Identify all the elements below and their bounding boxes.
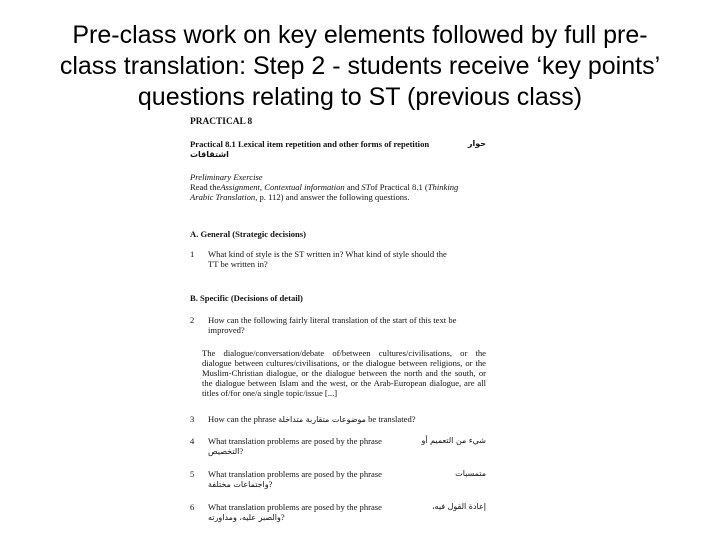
- question-5-arabic-2: واجتماعات مختلفة: [208, 480, 269, 489]
- preliminary-title: Preliminary Exercise: [190, 172, 263, 182]
- question-6-text: What translation problems are posed by the phrase: [208, 502, 382, 512]
- question-4-text: What translation problems are posed by the phrase: [208, 436, 382, 446]
- preliminary-line-1: [190, 182, 486, 192]
- question-4: [190, 436, 486, 458]
- question-1-line-2: TT be written in?: [208, 259, 268, 269]
- slide-title-line-1: Pre-class work on key elements followed by full pre-: [72, 21, 648, 49]
- question-2: [190, 315, 486, 337]
- prelim-text-assignment: Assignment, Contextual information: [220, 182, 345, 192]
- practical-heading: PRACTICAL 8: [190, 117, 253, 127]
- preliminary-exercise: [190, 172, 486, 202]
- practical-subheading: [190, 139, 486, 160]
- question-3-arabic: موضوعات متقاربة متداخلة: [278, 415, 366, 424]
- section-a-heading: A. General (Strategic decisions): [190, 229, 306, 239]
- question-6-arabic-2: والصبر عليه، ومداورته: [208, 513, 281, 522]
- slide-title-line-3: questions relating to ST (previous class): [137, 83, 583, 111]
- question-2-number: 2: [190, 315, 195, 325]
- question-1: [190, 249, 486, 271]
- prelim-text-arabic-translation: Arabic Translation: [190, 192, 256, 202]
- question-1-line-1: What kind of style is the ST written in? What kind of style should the: [208, 249, 447, 259]
- question-4-arabic-1: شيء من التعميم أو: [421, 436, 486, 445]
- question-3-text: How can the phrase: [208, 414, 277, 424]
- question-1-number: 1: [190, 249, 195, 259]
- subheading-label: Practical 8.1 Lexical item repetition and other forms of repetition: [190, 139, 430, 149]
- literal-translation-quote: The dialogue/conversation/debate of/between cultures/civilisations, or the dialogue between cultures/civilisations, or the dialogue between religions, or the Muslim-Christian dialogue, or the dialogue between the north and the south, or the dialogue between Islam and the west, or the Arab-European dialogue, are all titles of/for one/a single topic/issue [...]: [202, 348, 486, 398]
- preliminary-line-2: [190, 192, 486, 202]
- question-5-text: What translation problems are posed by the phrase: [208, 469, 382, 479]
- question-2-line-2: improved?: [208, 325, 245, 335]
- subheading-arabic-2: اشتقاقات: [190, 150, 229, 159]
- question-3-text-end: be translated?: [368, 414, 416, 424]
- question-5-number: 5: [190, 469, 195, 479]
- slide-title-line-2: class translation: Step 2 - students receive ‘key points’: [59, 52, 661, 80]
- question-5: [190, 469, 486, 491]
- question-4-number: 4: [190, 436, 195, 446]
- prelim-text-practical: of Practical 8.1 (: [370, 182, 428, 192]
- prelim-text-and: and: [346, 182, 360, 192]
- section-b-heading: B. Specific (Decisions of detail): [190, 293, 303, 303]
- scanned-document: [190, 117, 490, 537]
- question-4-arabic-2: التخصيص: [208, 447, 240, 456]
- question-6: [190, 502, 486, 524]
- slide-title: [20, 20, 700, 113]
- question-5-end: ?: [268, 479, 273, 489]
- prelim-text-read: Read the: [190, 182, 221, 192]
- prelim-text-answer: , p. 112) and answer the following questions.: [255, 192, 410, 202]
- question-3-number: 3: [190, 414, 195, 424]
- question-6-number: 6: [190, 502, 195, 512]
- prelim-text-st: ST: [361, 182, 371, 192]
- question-6-arabic-1: إعادة القول فيه،: [431, 502, 486, 511]
- prelim-text-thinking: Thinking: [427, 182, 459, 192]
- subheading-arabic-1: حوار: [467, 139, 486, 148]
- question-2-line-1: How can the following fairly literal translation of the start of this text be: [208, 315, 457, 325]
- question-5-arabic-1: متمسبات: [455, 469, 486, 478]
- question-6-end: ?: [280, 512, 285, 522]
- question-4-end: ?: [239, 446, 244, 456]
